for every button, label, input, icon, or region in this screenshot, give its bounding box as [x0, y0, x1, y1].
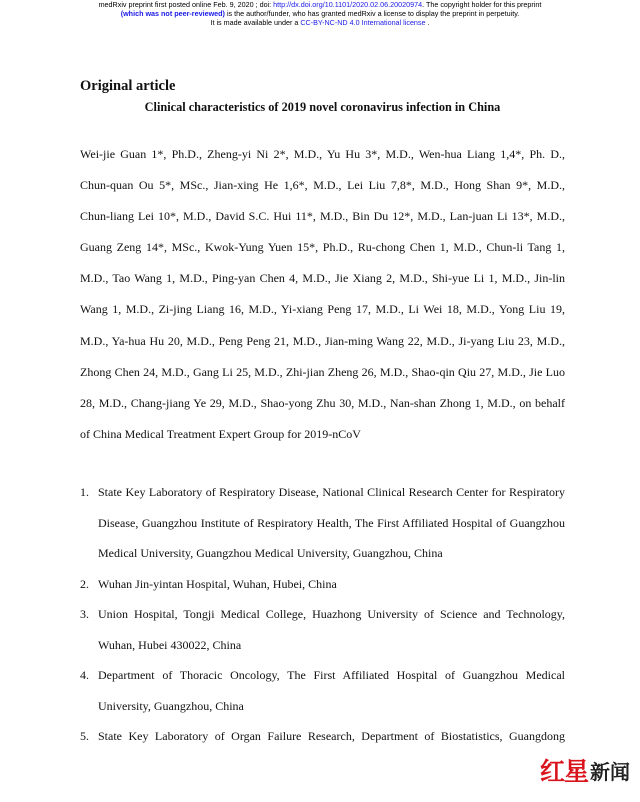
- affiliation-line: Disease, Guangzhou Institute of Respiratory Health, The First Affiliated Hospital of Guangzhou: [98, 515, 565, 530]
- banner-line-1: [0, 0, 640, 9]
- news-watermark-logo: [540, 752, 630, 788]
- doi-link[interactable]: http://dx.doi.org/10.1101/2020.02.06.20020974: [273, 0, 423, 9]
- author-line: Zhong Chen 24, M.D., Gang Li 25, M.D., Zhi-jian Zheng 26, M.D., Shao-qin Qiu 27, M.D., Jie Luo: [80, 364, 565, 379]
- affiliation-line: Union Hospital, Tongji Medical College, Huazhong University of Science and Technology,: [98, 607, 565, 621]
- affiliation-line: State Key Laboratory of Respiratory Disease, National Clinical Research Center for Respiratory: [98, 485, 565, 499]
- banner-text: .: [425, 18, 430, 27]
- author-line: 28, M.D., Chang-jiang Ye 29, M.D., Shao-yong Zhu 30, M.D., Nan-shan Zhong 1, M.D., on behalf: [80, 395, 565, 410]
- affiliation-line: State Key Laboratory of Organ Failure Research, Department of Biostatistics, Guangdong: [98, 729, 565, 743]
- banner-text: . The copyright holder for this preprint: [422, 0, 542, 9]
- affiliation-list: [80, 477, 565, 752]
- affiliation-number: 2.: [80, 576, 89, 591]
- peer-review-note: (which was not peer-reviewed): [120, 9, 225, 18]
- author-line: Chun-liang Lei 10*, M.D., David S.C. Hui 11*, M.D., Bin Du 12*, M.D., Lan-juan Li 13*, M.D.,: [80, 209, 565, 224]
- affiliation-item: [80, 721, 565, 752]
- affiliation-item: [80, 569, 565, 600]
- affiliation-number: 4.: [80, 668, 89, 682]
- banner-line-3: [0, 18, 640, 27]
- affiliation-line: Wuhan Jin-yintan Hospital, Wuhan, Hubei, China: [98, 576, 337, 591]
- author-line: Wei-jie Guan 1*, Ph.D., Zheng-yi Ni 2*, M.D., Yu Hu 3*, M.D., Wen-hua Liang 1,4*, Ph. D.,: [80, 147, 565, 161]
- author-line: Wang 1, M.D., Zi-jing Liang 16, M.D., Yi-xiang Peng 17, M.D., Li Wei 18, M.D., Yong Liu 19,: [80, 302, 565, 317]
- author-line: Chun-quan Ou 5*, MSc., Jian-xing He 1,6*, M.D., Lei Liu 7,8*, M.D., Hong Shan 9*, M.D.,: [80, 178, 565, 193]
- affiliation-item: [80, 660, 565, 721]
- affiliation-item: [80, 599, 565, 660]
- affiliation-text: [98, 721, 565, 752]
- author-line: Guang Zeng 14*, MSc., Kwok-Yung Yuen 15*, Ph.D., Ru-chong Chen 1, M.D., Chun-li Tang 1,: [80, 240, 565, 255]
- banner-text: It is made available under a: [210, 18, 301, 27]
- author-line: M.D., Tao Wang 1, M.D., Ping-yan Chen 4, M.D., Jie Xiang 2, M.D., Shi-yue Li 1, M.D., Jin-lin: [80, 271, 565, 286]
- affiliation-text: [98, 477, 565, 569]
- license-link[interactable]: CC-BY-NC-ND 4.0 International license: [300, 18, 426, 27]
- affiliation-text: [98, 569, 565, 600]
- affiliation-line: Department of Thoracic Oncology, The First Affiliated Hospital of Guangzhou Medical: [98, 668, 565, 682]
- affiliation-text: [98, 599, 565, 660]
- banner-line-2: [0, 9, 640, 18]
- affiliation-item: [80, 477, 565, 569]
- banner-text: medRxiv preprint first posted online Feb. 9, 2020 ; doi:: [98, 0, 274, 9]
- affiliation-number: 5.: [80, 729, 89, 743]
- watermark-black-text: 新闻: [590, 759, 630, 784]
- author-line: of China Medical Treatment Expert Group for 2019-nCoV: [80, 426, 361, 441]
- preprint-banner: [0, 0, 640, 27]
- affiliation-number: 3.: [80, 607, 89, 621]
- affiliation-number: 1.: [80, 485, 89, 499]
- author-list: [80, 139, 565, 450]
- banner-text: is the author/funder, who has granted medRxiv a license to display the preprint in perpetuity.: [224, 9, 520, 18]
- affiliation-line: Medical University, Guangzhou Medical University, Guangzhou, China: [98, 546, 443, 560]
- affiliation-text: [98, 660, 565, 721]
- article-title: Clinical characteristics of 2019 novel coronavirus infection in China: [144, 100, 501, 114]
- affiliation-line: University, Guangzhou, China: [98, 698, 244, 713]
- author-line: M.D., Ya-hua Hu 20, M.D., Peng Peng 21, M.D., Jian-ming Wang 22, M.D., Ji-yang Liu 23, M.D.,: [80, 333, 565, 348]
- article-type-heading: Original article: [80, 78, 176, 94]
- watermark-red-text: 红星: [539, 757, 588, 786]
- affiliation-line: Wuhan, Hubei 430022, China: [98, 637, 242, 652]
